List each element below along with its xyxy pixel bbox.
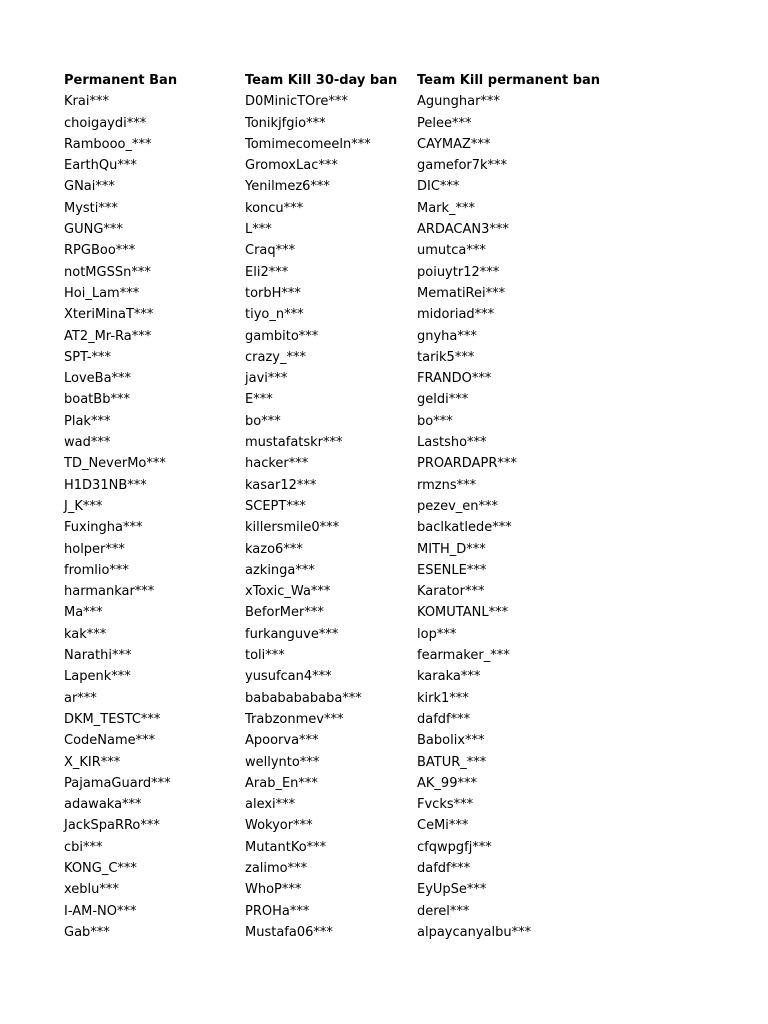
table-row — [64, 304, 617, 325]
table-row — [64, 496, 617, 517]
permanent-ban-cell: Rambooo_*** — [64, 136, 152, 152]
table-row — [64, 602, 617, 623]
team-kill-permanent-ban-cell: poiuytr12*** — [417, 264, 500, 280]
team-kill-permanent-ban-cell: umutca*** — [417, 243, 486, 259]
team-kill-30-day-ban-cell: kazo6*** — [245, 541, 303, 557]
table-row — [64, 539, 617, 560]
permanent-ban-cell: AT2_Mr-Ra*** — [64, 328, 152, 344]
team-kill-30-day-ban-cell: furkanguve*** — [245, 626, 339, 642]
permanent-ban-cell: Fuxingha*** — [64, 520, 143, 536]
team-kill-permanent-ban-cell: rmzns*** — [417, 477, 477, 493]
team-kill-30-day-ban-cell: Yenilmez6*** — [245, 179, 330, 195]
permanent-ban-cell: RPGBoo*** — [64, 243, 136, 259]
permanent-ban-cell: SPT-*** — [64, 349, 112, 365]
permanent-ban-cell: choigaydi*** — [64, 115, 147, 131]
team-kill-permanent-ban-cell: tarik5*** — [417, 349, 475, 365]
team-kill-30-day-ban-cell: Tonikjfgio*** — [245, 115, 326, 131]
team-kill-permanent-ban-cell: AK_99*** — [417, 775, 477, 791]
team-kill-permanent-ban-cell: Mark_*** — [417, 200, 476, 216]
column-header-team-kill-30-day-ban: Team Kill 30-day ban — [245, 73, 398, 88]
permanent-ban-cell: DKM_TESTC*** — [64, 711, 161, 727]
table-row — [64, 752, 617, 773]
team-kill-30-day-ban-cell: toli*** — [245, 648, 285, 664]
team-kill-30-day-ban-cell: yusufcan4*** — [245, 669, 332, 685]
team-kill-30-day-ban-cell: azkinga*** — [245, 562, 315, 578]
table-row — [64, 91, 617, 112]
table-row — [64, 219, 617, 240]
team-kill-permanent-ban-cell: lop*** — [417, 626, 457, 642]
team-kill-30-day-ban-cell: koncu*** — [245, 200, 304, 216]
team-kill-permanent-ban-cell: MITH_D*** — [417, 541, 486, 557]
permanent-ban-cell: Ma*** — [64, 605, 103, 621]
team-kill-30-day-ban-cell: hacker*** — [245, 456, 309, 472]
permanent-ban-cell: cbi*** — [64, 839, 103, 855]
permanent-ban-cell: xeblu*** — [64, 882, 119, 898]
team-kill-30-day-ban-cell: GromoxLac*** — [245, 158, 338, 174]
permanent-ban-cell: EarthQu*** — [64, 158, 137, 174]
team-kill-30-day-ban-cell: alexi*** — [245, 797, 296, 813]
team-kill-permanent-ban-cell: derel*** — [417, 903, 470, 919]
permanent-ban-cell: Mysti*** — [64, 200, 118, 216]
table-body — [64, 91, 617, 943]
team-kill-permanent-ban-cell: bo*** — [417, 413, 453, 429]
permanent-ban-cell: Lapenk*** — [64, 669, 131, 685]
team-kill-30-day-ban-cell: WhoP*** — [245, 882, 302, 898]
table-row — [64, 901, 617, 922]
team-kill-30-day-ban-cell: Mustafa06*** — [245, 924, 333, 940]
table-row — [64, 432, 617, 453]
team-kill-permanent-ban-cell: Pelee*** — [417, 115, 472, 131]
team-kill-30-day-ban-cell: crazy_*** — [245, 349, 306, 365]
team-kill-permanent-ban-cell: midoriad*** — [417, 307, 495, 323]
table-row — [64, 176, 617, 197]
team-kill-30-day-ban-cell: bo*** — [245, 413, 281, 429]
team-kill-permanent-ban-cell: EyUpSe*** — [417, 882, 487, 898]
table-row — [64, 517, 617, 538]
permanent-ban-cell: Narathi*** — [64, 648, 132, 664]
permanent-ban-cell: wad*** — [64, 435, 111, 451]
permanent-ban-cell: Plak*** — [64, 413, 111, 429]
permanent-ban-cell: XteriMinaT*** — [64, 307, 154, 323]
team-kill-30-day-ban-cell: tiyo_n*** — [245, 307, 304, 323]
permanent-ban-cell: GNai*** — [64, 179, 115, 195]
table-row — [64, 922, 617, 943]
team-kill-permanent-ban-cell: alpaycanyalbu*** — [417, 924, 532, 940]
table-row — [64, 240, 617, 261]
team-kill-30-day-ban-cell: E*** — [245, 392, 273, 408]
table-header-row — [64, 70, 617, 91]
team-kill-permanent-ban-cell: KOMUTANL*** — [417, 605, 509, 621]
team-kill-30-day-ban-cell: Trabzonmev*** — [245, 711, 344, 727]
team-kill-permanent-ban-cell: ARDACAN3*** — [417, 222, 509, 238]
table-row — [64, 879, 617, 900]
team-kill-30-day-ban-cell: xToxic_Wa*** — [245, 584, 331, 600]
permanent-ban-cell: TD_NeverMo*** — [64, 456, 166, 472]
permanent-ban-cell: kak*** — [64, 626, 107, 642]
team-kill-permanent-ban-cell: pezev_en*** — [417, 498, 499, 514]
column-header-team-kill-permanent-ban: Team Kill permanent ban — [417, 73, 601, 88]
permanent-ban-cell: CodeName*** — [64, 733, 156, 749]
team-kill-30-day-ban-cell: BeforMer*** — [245, 605, 324, 621]
team-kill-permanent-ban-cell: gnyha*** — [417, 328, 477, 344]
permanent-ban-cell: GUNG*** — [64, 222, 123, 238]
permanent-ban-cell: ar*** — [64, 690, 97, 706]
table-row — [64, 411, 617, 432]
table-row — [64, 475, 617, 496]
table-row — [64, 113, 617, 134]
table-row — [64, 794, 617, 815]
table-row — [64, 198, 617, 219]
team-kill-permanent-ban-cell: Lastsho*** — [417, 435, 487, 451]
team-kill-permanent-ban-cell: kirk1*** — [417, 690, 469, 706]
permanent-ban-cell: holper*** — [64, 541, 125, 557]
team-kill-permanent-ban-cell: CeMi*** — [417, 818, 469, 834]
permanent-ban-cell: Krai*** — [64, 94, 109, 110]
table-row — [64, 560, 617, 581]
team-kill-30-day-ban-cell: L*** — [245, 222, 272, 238]
team-kill-permanent-ban-cell: cfqwpgfj*** — [417, 839, 492, 855]
team-kill-30-day-ban-cell: babababababa*** — [245, 690, 362, 706]
table-row — [64, 389, 617, 410]
permanent-ban-cell: boatBb*** — [64, 392, 130, 408]
permanent-ban-cell: JackSpaRRo*** — [64, 818, 160, 834]
permanent-ban-cell: fromlio*** — [64, 562, 129, 578]
team-kill-30-day-ban-cell: D0MinicTOre*** — [245, 94, 348, 110]
team-kill-30-day-ban-cell: gambito*** — [245, 328, 319, 344]
table-row — [64, 815, 617, 836]
team-kill-30-day-ban-cell: Craq*** — [245, 243, 296, 259]
table-row — [64, 262, 617, 283]
table-row — [64, 581, 617, 602]
team-kill-30-day-ban-cell: MutantKo*** — [245, 839, 327, 855]
table-row — [64, 773, 617, 794]
permanent-ban-cell: Gab*** — [64, 924, 110, 940]
permanent-ban-cell: H1D31NB*** — [64, 477, 147, 493]
permanent-ban-cell: harmankar*** — [64, 584, 155, 600]
table-row — [64, 858, 617, 879]
permanent-ban-cell: adawaka*** — [64, 797, 142, 813]
table-row — [64, 688, 617, 709]
team-kill-permanent-ban-cell: dafdf*** — [417, 711, 471, 727]
team-kill-permanent-ban-cell: FRANDO*** — [417, 371, 492, 387]
team-kill-30-day-ban-cell: PROHa*** — [245, 903, 310, 919]
team-kill-permanent-ban-cell: Agunghar*** — [417, 94, 500, 110]
team-kill-permanent-ban-cell: baclkatlede*** — [417, 520, 512, 536]
table-row — [64, 326, 617, 347]
permanent-ban-cell: PajamaGuard*** — [64, 775, 171, 791]
table-row — [64, 730, 617, 751]
team-kill-permanent-ban-cell: PROARDAPR*** — [417, 456, 517, 472]
team-kill-permanent-ban-cell: CAYMAZ*** — [417, 136, 491, 152]
team-kill-permanent-ban-cell: Fvcks*** — [417, 797, 474, 813]
ban-list-table — [64, 70, 617, 943]
table-row — [64, 709, 617, 730]
table-row — [64, 155, 617, 176]
team-kill-30-day-ban-cell: mustafatskr*** — [245, 435, 343, 451]
team-kill-30-day-ban-cell: Apoorva*** — [245, 733, 319, 749]
permanent-ban-cell: KONG_C*** — [64, 860, 137, 876]
table-row — [64, 134, 617, 155]
permanent-ban-cell: J_K*** — [64, 498, 103, 514]
team-kill-permanent-ban-cell: MematiRei*** — [417, 285, 506, 301]
team-kill-permanent-ban-cell: fearmaker_*** — [417, 648, 510, 664]
team-kill-30-day-ban-cell: Eli2*** — [245, 264, 289, 280]
team-kill-permanent-ban-cell: Karator*** — [417, 584, 485, 600]
table-row — [64, 368, 617, 389]
team-kill-30-day-ban-cell: torbH*** — [245, 285, 301, 301]
team-kill-30-day-ban-cell: Wokyor*** — [245, 818, 313, 834]
team-kill-30-day-ban-cell: Tomimecomeeln*** — [245, 136, 371, 152]
permanent-ban-cell: notMGSSn*** — [64, 264, 151, 280]
table-row — [64, 645, 617, 666]
team-kill-30-day-ban-cell: Arab_En*** — [245, 775, 318, 791]
team-kill-permanent-ban-cell: BATUR_*** — [417, 754, 487, 770]
team-kill-permanent-ban-cell: Babolix*** — [417, 733, 485, 749]
table-row — [64, 283, 617, 304]
team-kill-permanent-ban-cell: dafdf*** — [417, 860, 471, 876]
team-kill-30-day-ban-cell: javi*** — [245, 371, 288, 387]
team-kill-30-day-ban-cell: zalimo*** — [245, 860, 308, 876]
team-kill-permanent-ban-cell: gamefor7k*** — [417, 158, 508, 174]
team-kill-permanent-ban-cell: geldi*** — [417, 392, 469, 408]
permanent-ban-cell: I-AM-NO*** — [64, 903, 137, 919]
table-row — [64, 837, 617, 858]
team-kill-30-day-ban-cell: SCEPT*** — [245, 498, 306, 514]
table-row — [64, 453, 617, 474]
permanent-ban-cell: LoveBa*** — [64, 371, 132, 387]
table-row — [64, 624, 617, 645]
team-kill-30-day-ban-cell: killersmile0*** — [245, 520, 340, 536]
team-kill-permanent-ban-cell: ESENLE*** — [417, 562, 487, 578]
column-header-permanent-ban: Permanent Ban — [64, 73, 178, 88]
team-kill-30-day-ban-cell: wellynto*** — [245, 754, 320, 770]
table-row — [64, 347, 617, 368]
team-kill-30-day-ban-cell: kasar12*** — [245, 477, 317, 493]
permanent-ban-cell: X_KIR*** — [64, 754, 121, 770]
table-row — [64, 666, 617, 687]
permanent-ban-cell: Hoi_Lam*** — [64, 285, 140, 301]
team-kill-permanent-ban-cell: DIC*** — [417, 179, 460, 195]
team-kill-permanent-ban-cell: karaka*** — [417, 669, 481, 685]
